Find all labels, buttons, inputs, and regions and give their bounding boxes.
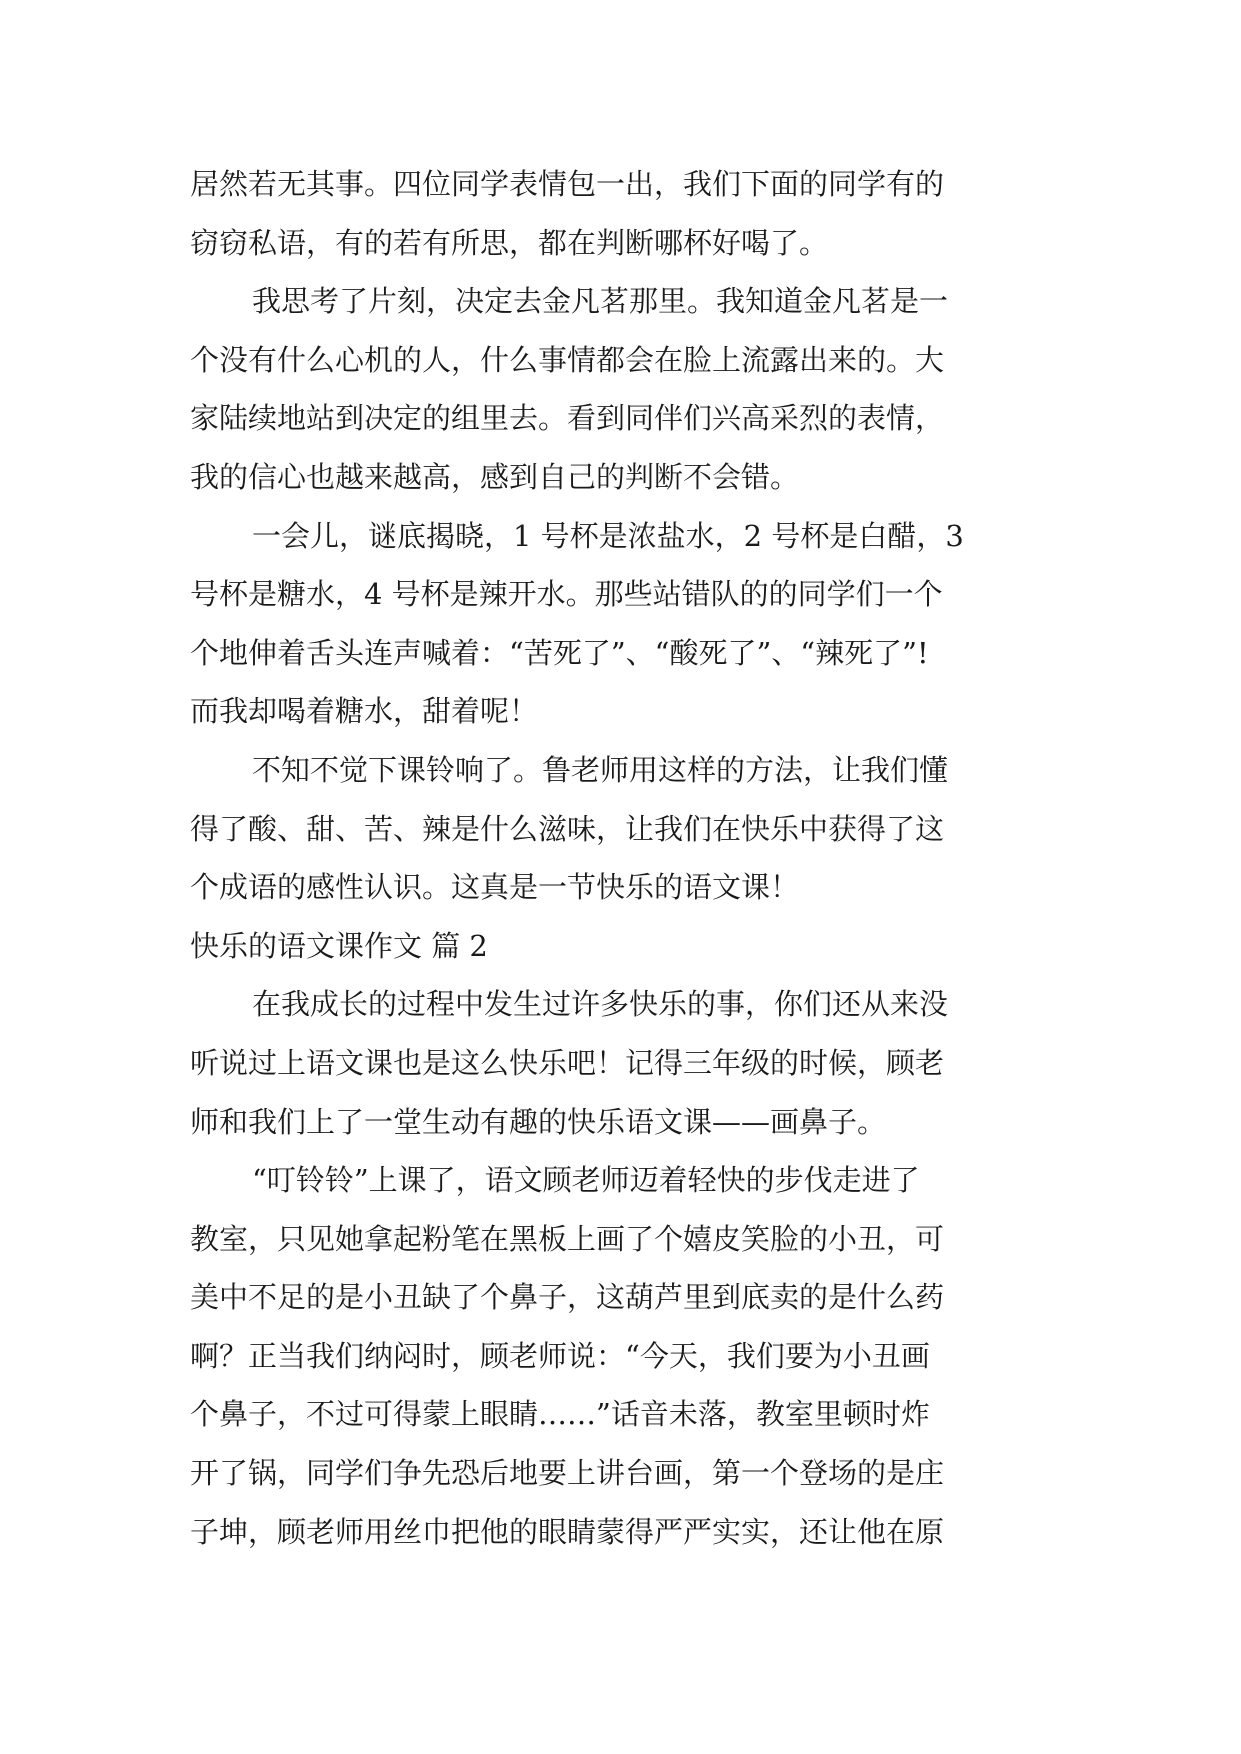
text-line: 个鼻子，不过可得蒙上眼睛……”话音未落，教室里顿时炸 bbox=[190, 1397, 930, 1432]
paragraph-start-line: 不知不觉下课铃响了。鲁老师用这样的方法，让我们懂 bbox=[252, 752, 949, 787]
text-line: 教室，只见她拿起粉笔在黑板上画了个嬉皮笑脸的小丑，可 bbox=[190, 1221, 945, 1256]
text-line: 居然若无其事。四位同学表情包一出，我们下面的同学有的 bbox=[190, 167, 945, 201]
paragraph-start-line: 我思考了片刻，决定去金凡茗那里。我知道金凡茗是一 bbox=[252, 284, 949, 319]
text-line: 号杯是糖水，4 号杯是辣开水。那些站错队的的同学们一个 bbox=[190, 577, 943, 612]
text-line: 个没有什么心机的人，什么事情都会在脸上流露出来的。大 bbox=[190, 342, 945, 377]
text-line: 听说过上语文课也是这么快乐吧！记得三年级的时候，顾老 bbox=[190, 1045, 945, 1080]
text-line: 师和我们上了一堂生动有趣的快乐语文课——画鼻子。 bbox=[190, 1104, 887, 1139]
text-line: 窃窃私语，有的若有所思，都在判断哪杯好喝了。 bbox=[190, 225, 829, 260]
text-line: 开了锅，同学们争先恐后地要上讲台画，第一个登场的是庄 bbox=[190, 1456, 945, 1491]
paragraph-start-line: 在我成长的过程中发生过许多快乐的事，你们还从来没 bbox=[252, 987, 949, 1022]
text-line: 家陆续地站到决定的组里去。看到同伴们兴高采烈的表情， bbox=[190, 401, 945, 436]
text-line: 而我却喝着糖水，甜着呢！ bbox=[190, 694, 539, 729]
text-line: 啊？正当我们纳闷时，顾老师说：“今天，我们要为小丑画 bbox=[190, 1338, 930, 1373]
text-line: 个地伸着舌头连声喊着：“苦死了”、“酸死了”、“辣死了”! bbox=[190, 635, 929, 670]
document-body bbox=[190, 155, 1050, 1561]
text-line: 个成语的感性认识。这真是一节快乐的语文课！ bbox=[190, 870, 800, 905]
text-line: 得了酸、甜、苦、辣是什么滋味，让我们在快乐中获得了这 bbox=[190, 811, 945, 846]
text-line: 美中不足的是小丑缺了个鼻子，这葫芦里到底卖的是什么药 bbox=[190, 1280, 945, 1315]
paragraph-start-line: “叮铃铃”上课了，语文顾老师迈着轻快的步伐走进了 bbox=[252, 1163, 920, 1198]
paragraph-start-line: 一会儿，谜底揭晓，1 号杯是浓盐水，2 号杯是白醋，3 bbox=[252, 518, 964, 553]
section-heading: 快乐的语文课作文 篇 2 bbox=[190, 928, 488, 963]
text-line: 子坤，顾老师用丝巾把他的眼睛蒙得严严实实，还让他在原 bbox=[190, 1514, 945, 1549]
text-line: 我的信心也越来越高，感到自己的判断不会错。 bbox=[190, 459, 800, 494]
